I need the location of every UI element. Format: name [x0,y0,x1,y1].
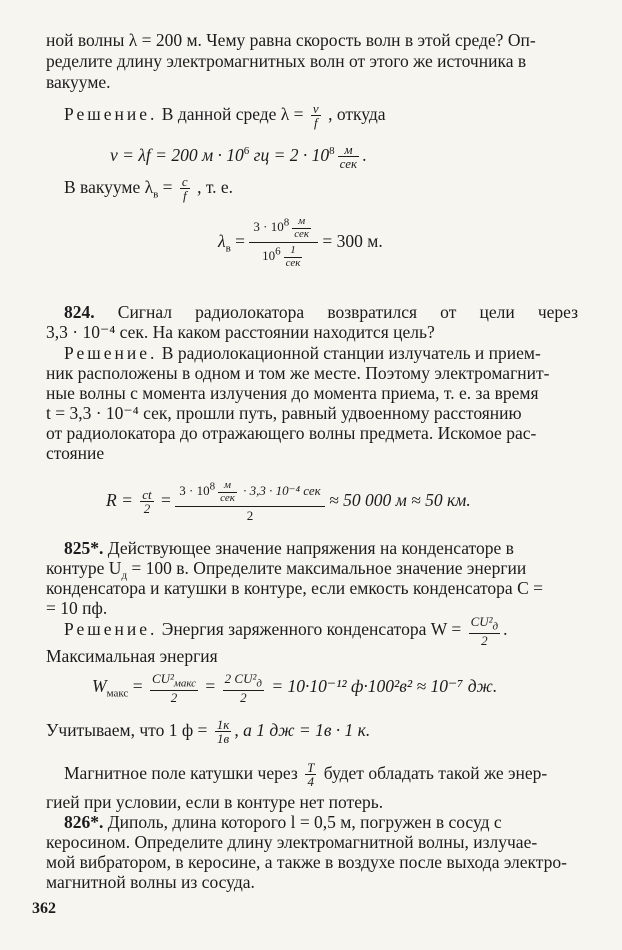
equation-lambda-vacuum: $\lambda_в$ = $3 \cdot 10^8$ $\frac{м}{\text{сек}}$ $10^6$ $\frac{1}{\text{сек}}$ = 300 м. [218,215,383,270]
text-line: = 10 пф. [46,598,108,618]
text-line: керосином. Определите длину электромагнитной волны, излучае- [46,832,538,852]
text-line: ные волны с момента излучения до момента приема, т. е. за время [46,383,539,403]
solution-line: Решение. Энергия заряженного конденсатора W = $\frac{CU^2_д}{2}$ . [64,613,508,648]
text-line: Максимальная энергия [46,646,218,666]
problem-number: 826*. [64,812,104,832]
text-line: стояние [46,443,105,463]
text-line: t = 3,3 · 10⁻⁴ сек, прошли путь, равный удвоенному расстоянию [46,403,522,423]
text-line: ной волны λ = 200 м. Чему равна скорость волн в этой среде? Оп- [46,30,536,50]
equation-distance: R = $\frac{ct}{2}$ = $3 \cdot 10^8$ $\frac{м}{\text{сек}}$ · 3,3 · 10⁻⁴ сек 2 ≈ 50 000 м ≈ 50 км. [106,479,471,524]
text-line: ределите длину электромагнитных волн от этого же источника в [46,51,527,71]
text-line: от радиолокатора до отражающего волны предмета. Искомое рас- [46,423,537,443]
vacuum-line: В вакууме $\lambda_в$ = $\frac{c}{f}$ , т. е. [64,173,234,204]
text-line: конденсатора и катушки в контуре, если емкость конденсатора C = [46,578,543,598]
problem-826-line: 826*. Диполь, длина которого l = 0,5 м, погружен в сосуд с [64,812,502,832]
text-line: гией при условии, если в контуре нет потерь. [46,792,384,812]
text-line: мой вибратором, в керосине, а также в воздухе после выхода электро- [46,852,568,872]
text-line: вакууме. [46,72,111,92]
consider-line: Учитываем, что 1 ф = $\frac{1к}{1в}$ , а 1 дж = 1в · 1 к. [46,716,371,747]
problem-824-line: 824. Сигнал радиолокатора возвратился от цели через [64,302,579,322]
text-line: 3,3 · 10⁻⁴ сек. На каком расстоянии находится цель? [46,322,435,342]
problem-825-line: 825*. Действующее значение напряжения на конденсаторе в [64,538,514,558]
page-number: 362 [32,900,56,917]
solution-label: Решение. [64,343,158,363]
solution-line: Решение. В радиолокационной станции излучатель и прием- [64,343,541,363]
problem-number: 825*. [64,538,104,558]
unit-fraction: $\frac{м}{\text{сек}}$ [339,141,358,172]
solution-line: Решение. В данной среде λ = $\frac{v}{f}$ , откуда [64,100,386,131]
big-fraction: $3 \cdot 10^8$ $\frac{м}{\text{сек}}$ $10^6$ $\frac{1}{\text{сек}}$ [249,216,318,269]
fraction: $\frac{v}{f}$ [312,100,319,131]
fraction: $\frac{c}{f}$ [181,173,188,204]
solution-label: Решение. [64,619,158,639]
magnetic-line: Магнитное поле катушки через $\frac{T}{4}$ будет обладать такой же энер- [64,759,548,790]
equation-max-energy: $W_{макс}$ = $\frac{CU^2_{макс}}{2}$ = $\frac{2 CU^2_д}{2}$ = 10·10⁻¹² ф·100²в² ≈ 10⁻⁷ дж. [92,670,498,705]
solution-label: Решение. [64,104,158,124]
text-line: ник расположены в одном и том же месте. Поэтому электромагнит- [46,363,550,383]
text-line: контуре $U_д = 100$ в. Определите максимальное значение энергии [46,558,527,582]
big-fraction: $3 \cdot 10^8$ $\frac{м}{\text{сек}}$ · 3,3 · 10⁻⁴ сек 2 [175,480,324,523]
text-line: магнитной волны из сосуда. [46,872,255,892]
problem-number: 824. [64,302,95,322]
equation-velocity: v = λf = 200 $м \cdot 10^6$ гц = $2 \cdot 10^8$ $\frac{м}{\text{сек}}$ . [110,141,367,172]
